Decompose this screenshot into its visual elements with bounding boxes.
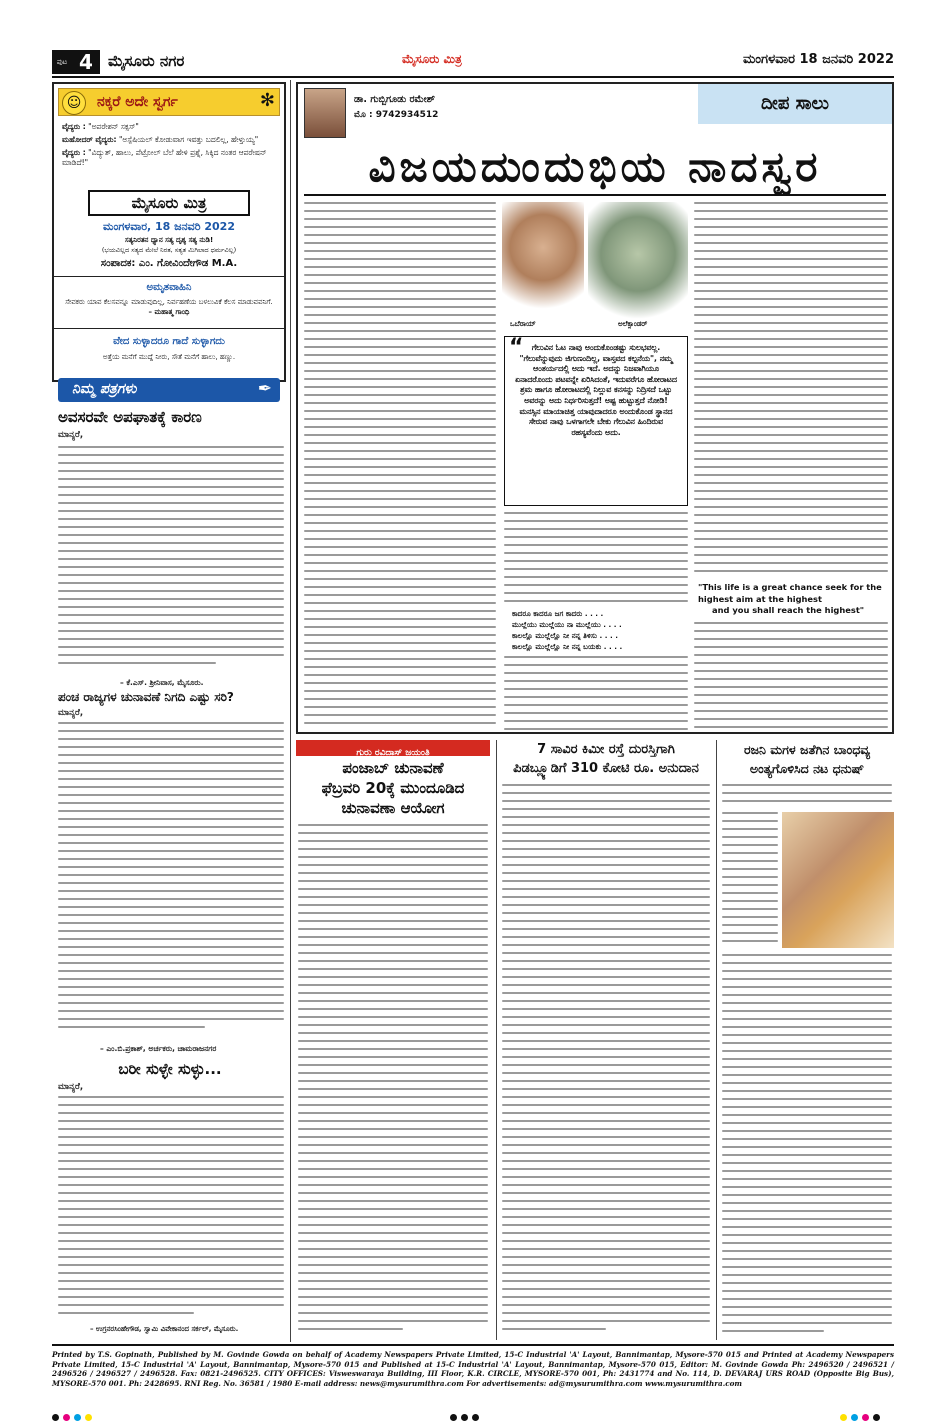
news3-headline-1: ರಜನಿ ಮಗಳ ಜತೆಗಿನ ಬಾಂಧವ್ಯ	[743, 742, 871, 757]
photo-dhanush	[782, 812, 894, 948]
feature-body-col3a	[694, 202, 888, 582]
page-header	[52, 50, 894, 74]
registration-dots-left	[52, 1406, 96, 1424]
veda-divider	[54, 328, 284, 329]
masthead-logo-box	[88, 190, 250, 216]
amruta-divider	[54, 276, 284, 277]
feature-body-col3b	[694, 622, 888, 732]
news1-headline-1: ಪಂಜಾಬ್ ಚುನಾವಣೆ	[342, 759, 444, 777]
letter2-title: ಪಂಚ ರಾಜ್ಯಗಳ ಚುನಾವಣೆ ನಿಗದಿ ಎಷ್ಟು ಸರಿ?	[58, 690, 234, 704]
news-divider-1	[496, 740, 497, 1340]
news1-headline-3: ಚುನಾವಣಾ ಆಯೋಗ	[341, 799, 445, 817]
news3-body-side	[722, 812, 778, 948]
news2-headline	[500, 740, 712, 778]
humor-line: ವೈದ್ಯರು : "ಅಪರೇಶನ್ ಸಕ್ಸಸ್"	[62, 122, 139, 131]
news1-body	[298, 824, 488, 1338]
letter1-title: ಅವಸರವೇ ಅಪಘಾತಕ್ಕೆ ಕಾರಣ	[58, 408, 202, 426]
news3-body	[722, 954, 892, 1338]
columnist-photo	[304, 88, 346, 138]
feature-body-col2	[504, 512, 688, 606]
poem-line: ಕಾಲಲ್ಲೊ ಮುಲ್ಲೆಲ್ಲೊ ನೀ ನನ್ನ ಬಯಕು . . . .	[512, 642, 623, 651]
letter3-sign: – ಉಗ್ರನರಸಿಂಹೇಗೌಡ, ಸ್ವಾಮಿ ವಿವೇಕಾನಂದ ಸರ್ಕಲ್, ಮೈಸೂರು.	[90, 1325, 239, 1333]
poem-line: ಕಾದರೂ ಕಾದರೂ ಜಗ ಕಾದರು . . . .	[512, 609, 604, 618]
letter2-sign: – ಎಂ.ಬಿ.ಪ್ರಕಾಶ್, ಅರ್ಚಕರು, ಚಾಮರಾಜನಗರ	[100, 1044, 217, 1053]
letter1-body	[58, 446, 284, 674]
page-label: ಪುಟ	[52, 50, 72, 74]
veda-text: ಅತ್ತೆಯ ಮನೆಗೆ ಮುದ್ದೆ ನೀರು, ಸೌತೆ ಮನೆಗೆ ಹಾಲು, ಹಣ್ಣು.	[102, 353, 236, 361]
letter3-salute: ಮಾನ್ಯರೆ,	[58, 1082, 84, 1092]
english-quote-line: and you shall reach the highest"	[712, 605, 865, 615]
amruta-author: – ಮಹಾತ್ಮ ಗಾಂಧಿ	[148, 308, 190, 316]
news3-headline	[720, 740, 894, 778]
column-name-banner	[698, 84, 892, 124]
registration-dots-right	[840, 1406, 884, 1424]
masthead-logo: ಮೈಸೂರು ಮಿತ್ರ	[131, 194, 207, 212]
scarecrow-icon: ✻	[259, 90, 275, 111]
news-divider-2	[716, 740, 717, 1340]
letter3-title: ಬರೀ ಸುಳ್ಳೇ ಸುಳ್ಳು...	[118, 1060, 222, 1078]
amruta-text: ಸೇವಕರು ಯಾವ ಕೆಲಸವನ್ನೂ ಮಾಡುವುದಿಲ್ಲ, ನಿರ್ವಹಣೆಯ ಬಳಲುವಿಕೆ ಕೆಲಸ ಮಾಡುವವನಿಗೆ. – ಮಹಾತ್ಮ ಗಾಂಧಿ	[65, 298, 273, 316]
letter1-sign: – ಕೆ.ಎಸ್. ಶ್ರೀನಿವಾಸ, ಮೈಸೂರು.	[120, 678, 204, 687]
left-column-divider	[290, 80, 291, 1342]
news1-kicker-bar	[296, 740, 490, 756]
footer-imprint: Printed by T.S. Gopinath, Published by M. Govinde Gowda on behalf of Academy Newspapers Private Limited, 15-C Industrial 'A' Layout, Bannimantap, Mysore-570 015 and Printed at Academy Newspapers Private Limited, 15-C Industrial 'A' Layout, Bannimantap, Mysore-570 015 and Published at 15-C Industrial 'A' Layout, Bannimantap, Mysore-570 015, Editor: M. Govinde Gowda Ph: 2496520 / 2496521 / 2496526 / 2496527 / 2496528. Fax: 0821-2496525. CITY OFFICES: Visweswaraya Building, III Floor, K.R. CIRCLE, MYSORE-570 001, Ph: 2431774 and No. 114, D. DEVARAJ URS ROAD (Opposite Big Bus), MYSORE-570 001. Ph: 2428695. RNI Reg. No. 36581 / 1980 E-mail address: news@mysurumithra.com For advertisements: ad@mysurumithra.com www.mysurumithra.com	[52, 1350, 894, 1388]
editor-line: ಸಂಪಾದಕ: ಎಂ. ಗೋವಿಂದೇಗೌಡ M.A.	[100, 258, 238, 269]
humor-banner	[58, 88, 280, 116]
caption-oberoi: ಒಬೆರಾಯ್	[510, 320, 536, 328]
header-rule	[52, 76, 894, 78]
english-quote	[698, 582, 888, 617]
poem-line: ಕಾಲಲ್ಲೊ ಮುಲ್ಲೆಲ್ಲೊ ನೀ ನನ್ನ ತಿಳಿಸು . . . .	[512, 631, 618, 640]
news1-kicker: ಗುರು ರವಿದಾಸ್ ಜಯಂತಿ	[356, 748, 430, 758]
columnist-name: ಡಾ. ಗುಬ್ಬಿಗೂಡು ರಮೇಶ್	[354, 94, 435, 105]
letter2-body	[58, 722, 284, 1040]
photo-oberoi	[502, 202, 584, 332]
columnist-phone: ಮೊ : 9742934512	[354, 110, 439, 120]
pull-quote	[504, 336, 688, 506]
news2-headline-2: ಪಿಡಬ್ಲ್ಯೂಡಿಗೆ 310 ಕೋಟಿ ರೂ. ಅನುದಾನ	[513, 761, 699, 776]
feature-title: ವಿಜಯದುಂದುಭಿಯ ನಾದಸ್ವರ	[368, 142, 822, 191]
masthead-motto: ಸತ್ಯನಿರತನ ಧ್ಯಾನ ಸತ್ಯ ದೃಶ್ಯ ಸತ್ಯ ನುಡಿ!	[124, 236, 214, 244]
quote-icon: “	[509, 335, 524, 360]
page-number: 4	[72, 50, 100, 74]
feature-box	[296, 82, 894, 734]
letters-banner-text: ನಿಮ್ಮ ಪತ್ರಗಳು	[72, 381, 137, 397]
letter2-salute: ಮಾನ್ಯರೆ,	[58, 708, 84, 718]
column-name: ದೀಪ ಸಾಲು	[761, 93, 829, 114]
news3-body-top	[722, 784, 892, 806]
feature-body-col2b	[504, 656, 688, 732]
section-name: ಮೈಸೂರು ನಗರ	[108, 52, 185, 70]
feature-poem	[512, 608, 692, 652]
humor-box	[52, 82, 286, 382]
news1-headline-2: ಫೆಬ್ರವರಿ 20ಕ್ಕೆ ಮುಂದೂಡಿದ	[321, 779, 465, 797]
registration-dots-center	[450, 1406, 483, 1424]
humor-lines	[62, 122, 278, 168]
english-quote-line: "This life is a great chance seek for the	[698, 582, 882, 592]
humor-line: ಮಹೋದರ್ ವೈದ್ಯರು: "ಅಸ್ಪೆಷಿಯಲ್ ಕೋಡುವಾಗ ಇವತ್ತು ಬದಲಿಲ್ಲ, ಹೇಳ್ತುಯ್ಯ"	[62, 135, 259, 144]
poem-line: ಮುಲ್ಲೆಯು ಮುಲ್ಲೆಯು ನಾ ಮುಲ್ಲೆಯು . . . .	[512, 620, 622, 629]
header-date: ಮಂಗಳವಾರ 18 ಜನವರಿ 2022	[742, 52, 894, 67]
photo-alexander	[588, 202, 688, 332]
humor-line: ವೈದ್ಯರು : "ವಿದ್ಯುತ್, ಹಾಲು, ಪೆಟ್ರೋಲ್ ಬೆಲೆ ಹೇಳಿ ಪ್ರಶ್ನೆ, ಸಿಕ್ಕಿದ ನಂತರ ಆಪರೇಷನ್ ಮಾಡಿದೆ!"	[62, 148, 267, 167]
humor-title: ನಕ್ಕರೆ ಅದೇ ಸ್ವರ್ಗ	[97, 94, 178, 110]
footer-rule	[52, 1344, 894, 1346]
letter3-body	[58, 1096, 284, 1320]
masthead-small: ಮೈಸೂರು ಮಿತ್ರ	[402, 52, 462, 66]
caption-alexander: ಅಲೆಕ್ಸಾಂಡರ್	[618, 320, 648, 328]
smiley-icon: ☺	[62, 91, 86, 115]
news3-headline-2: ಅಂತ್ಯಗೊಳಿಸಿದ ನಟ ಧನುಷ್	[749, 761, 865, 776]
news2-body	[502, 784, 710, 1338]
news1-headline	[296, 758, 490, 818]
amruta-title: ಅಮೃತವಾಹಿನಿ	[146, 282, 192, 293]
letters-banner	[58, 378, 280, 402]
veda-title: ವೇದ ಸುಳ್ಳಾದರೂ ಗಾದೆ ಸುಳ್ಳಾಗದು	[113, 336, 225, 347]
pen-icon: ✒	[257, 379, 272, 399]
quote-text: ಗೆಲುವಿನ ಓಟ ನಾವು ಅಂದುಕೊಂಡಷ್ಟು ಸುಲಭವಲ್ಲ. "ಗೆಲುವೆನ್ನುವುದು ಜಿಗುಣಂದಿಲ್ಲ, ವಾಸ್ತವದ ಕಲ್ಪನೆಯ", ನಮ್ಮ ಆಂತರ್ಯದಲ್ಲಿ ಅದು ಇದೆ. ಅದನ್ನು ನಿಜವಾಗಿಯೂ ಏನಾದರೊಂದು ಪಟವನ್ನೇ ಏರಿಸಿದಂತೆ, ಇದುವರೆಗೂ ಹೋರಾಟದ ಶ್ರಮ ಹಾಗೂ ಹೋರಾಟದಲ್ಲಿ ನಿಲ್ಲುವ ಕನಸನ್ನು ನಿದ್ರಿಸದೆ ಒಟ್ಟು ಅವರನ್ನು ಅದು ನಿರ್ಧರಿಸುತ್ತದೆ! ಅಷ್ಟ ಹುಟ್ಟುತ್ತದೆ ನೋಡಿ! ಮನಸ್ಸಿನ ಮಾಯಾಚಿತ್ತ ಯಾವುದಾದರೂ ಅಂದುಕೊಂಡ ಸ್ಥಾನದ ಸೇರುವ ನಾವು ಒಳಗಾಗಲೇ ಬೇಕು ಗೆಲುವಿನ ಹಿಂದಿರುವ ರಹಸ್ಯವೆಂದು ಅದು.	[515, 343, 677, 437]
letter1-salute: ಮಾನ್ಯರೆ,	[58, 430, 84, 440]
feature-body-col1	[304, 202, 496, 732]
masthead-motto-sub: (ಭಯವಿಲ್ಲದ ಸತ್ಯದ ಮೇಲೆ ನಿರತ, ಸತ್ಯತ ಮಿಗಿಲಾದ ಧರ್ಮವಿಲ್ಲ)	[101, 246, 237, 254]
masthead-date: ಮಂಗಳವಾರ, 18 ಜನವರಿ 2022	[103, 220, 235, 233]
news2-headline-1: 7 ಸಾವಿರ ಕಿಮೀ ರಸ್ತೆ ದುರಸ್ತಿಗಾಗಿ	[537, 742, 675, 757]
english-quote-line: highest aim at the highest	[698, 593, 822, 604]
title-rule	[304, 194, 886, 196]
